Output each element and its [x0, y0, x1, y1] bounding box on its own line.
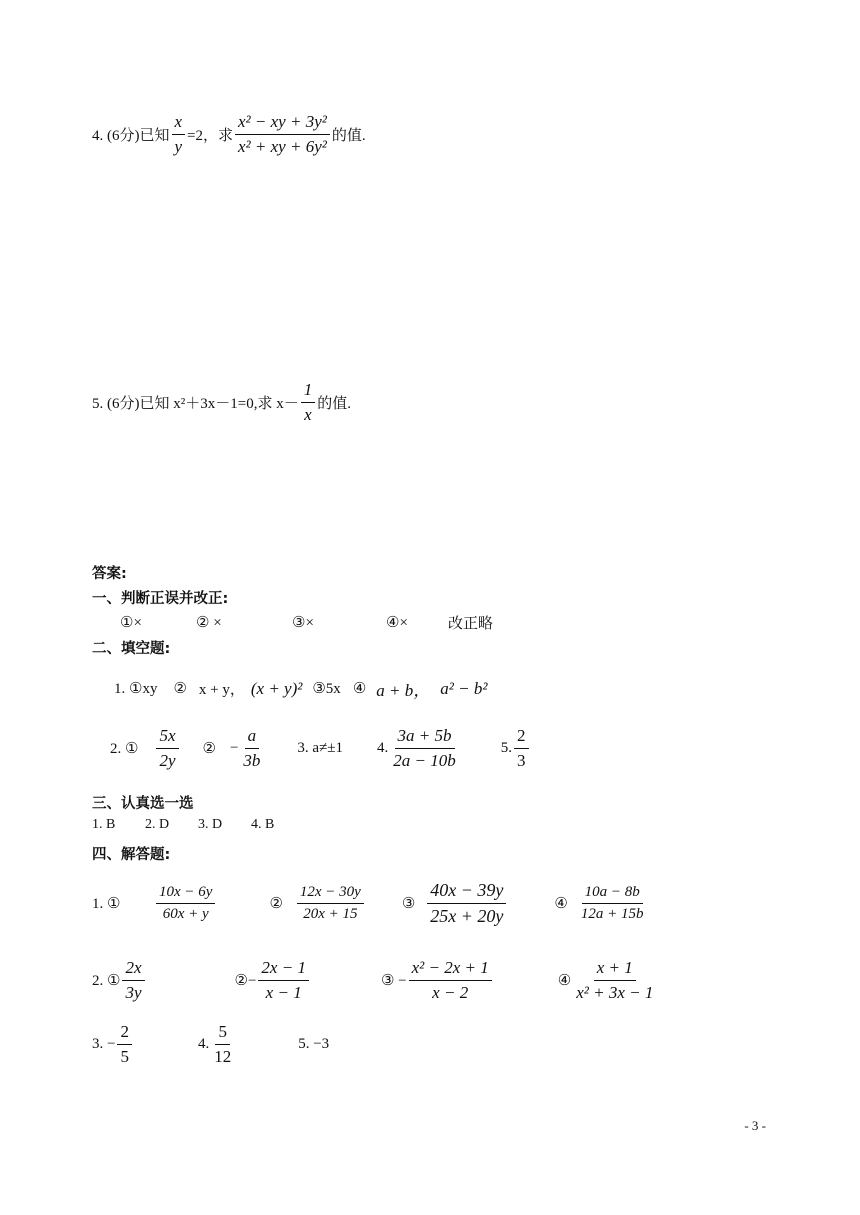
s1-item-4: ④×	[386, 615, 408, 631]
s4-3-label-3: 5. −3	[298, 1036, 330, 1052]
s2-1-f: ④	[352, 681, 367, 697]
s2-1-c: x + y，	[198, 682, 245, 698]
s2-1-d: (x + y)²	[250, 678, 303, 698]
s4-2-label-4: ④	[557, 973, 572, 989]
s4-3-frac-1: $\frac{2}{5}$	[117, 1022, 132, 1067]
s4-3-frac-2: $\frac{5}{12}$	[214, 1022, 232, 1066]
s4-1-frac-2: $\frac{12x - 30y}{20x + 15}$	[297, 884, 364, 923]
section-3-heading: 三、认真选一选	[92, 796, 194, 812]
s2-line-2	[110, 726, 531, 771]
s2-1-a: 1. ①xy	[114, 681, 158, 697]
s4-row-3	[92, 1022, 329, 1067]
page-number: - 3 -	[744, 1118, 766, 1133]
question-5	[92, 380, 351, 425]
s1-item-2: ② ×	[196, 615, 222, 631]
question-4	[92, 112, 366, 157]
s4-1-frac-4: $\frac{10a - 8b}{12a + 15b}$	[580, 884, 644, 922]
s4-1-frac-1: $\frac{10x - 6y}{60x + y}$	[156, 884, 215, 923]
s4-2-label-2: ②−	[234, 973, 257, 989]
s2-1-g: a + b，	[376, 681, 431, 700]
section-1-heading: 一、判断正误并改正:	[92, 591, 229, 607]
q4-fraction-expression: $\frac{\text{x² − xy + 3y²}}{\text{x² + xy + 6y²}}$	[235, 112, 330, 157]
s4-2-frac-4: $\frac{x + 1}{\text{x² + 3x − 1}}$	[576, 958, 654, 1002]
s1-item-1: ①×	[120, 615, 142, 631]
q4-prefix: 4. (6分)已知	[92, 128, 170, 144]
s4-1-frac-3: $\frac{40x - 39y}{25x + 20y}$	[427, 880, 506, 927]
s2-1-h: a² − b²	[440, 678, 488, 698]
s4-2-frac-2: $\frac{2x - 1}{x - 1}$	[258, 958, 309, 1003]
s4-row-2	[92, 958, 658, 1003]
q5-prefix: 5. (6分)已知 x²＋3x－1=0,求 x－	[92, 396, 299, 412]
q4-equals: =2，求	[187, 128, 234, 144]
s4-1-label-2: ②	[269, 896, 283, 912]
s4-2-frac-1: $\frac{2x}{3y}$	[122, 958, 144, 1003]
s4-1-label-3: ③	[401, 896, 416, 912]
s4-3-label-2: 4.	[197, 1036, 210, 1052]
s2-2-label-3: 3. a≠±1	[297, 740, 344, 756]
s2-2-frac-4: $\frac{3a + 5b}{2a - 10b}$	[393, 726, 456, 770]
section-3-answers	[92, 817, 274, 833]
answers-title: 答案:	[92, 566, 127, 582]
s4-3-label-1: 3. −	[92, 1036, 116, 1052]
s2-line-1	[114, 676, 487, 701]
s2-2-frac-5: $\frac{2}{3}$	[514, 726, 529, 771]
s4-1-label-4: ④	[554, 896, 568, 912]
s2-2-frac-2: $\frac{a}{3b}$	[243, 726, 261, 770]
s2-2-label-1: 2. ①	[110, 741, 139, 757]
section-1-answers	[120, 612, 493, 633]
s4-2-frac-3: $\frac{\text{x² − 2x + 1}}{x - 2}$	[409, 958, 492, 1003]
s2-2-frac-1: $\frac{5x}{2y}$	[156, 726, 178, 771]
s2-2-neg: −	[229, 740, 239, 756]
s4-2-label: 2. ①	[92, 973, 121, 989]
s1-item-3: ③×	[292, 615, 314, 631]
s4-1-label: 1. ①	[92, 896, 121, 912]
s3-item-1: 1. B	[92, 817, 116, 832]
q4-fraction-x-over-y: $\frac{x}{y}$	[172, 112, 186, 157]
s3-item-2: 2. D	[145, 817, 170, 832]
section-4-heading: 四、解答题:	[92, 847, 171, 863]
s3-item-3: 3. D	[198, 817, 223, 832]
s4-2-label-3: ③ −	[380, 973, 407, 989]
s4-row-1	[92, 880, 648, 927]
s2-2-label-4: 4.	[377, 740, 389, 756]
q5-suffix: 的值.	[317, 396, 351, 412]
s2-2-label-5: 5.	[500, 740, 513, 756]
s2-2-label-2: ②	[202, 741, 216, 757]
section-2-heading: 二、填空题:	[92, 641, 171, 657]
s2-1-e: ③5x	[312, 681, 341, 697]
s1-item-5: 改正略	[448, 616, 494, 632]
q5-fraction: $\frac{1}{x}$	[301, 380, 316, 425]
q4-suffix: 的值.	[331, 128, 366, 144]
s3-item-4: 4. B	[251, 817, 275, 832]
s2-1-b: ②	[173, 681, 187, 697]
